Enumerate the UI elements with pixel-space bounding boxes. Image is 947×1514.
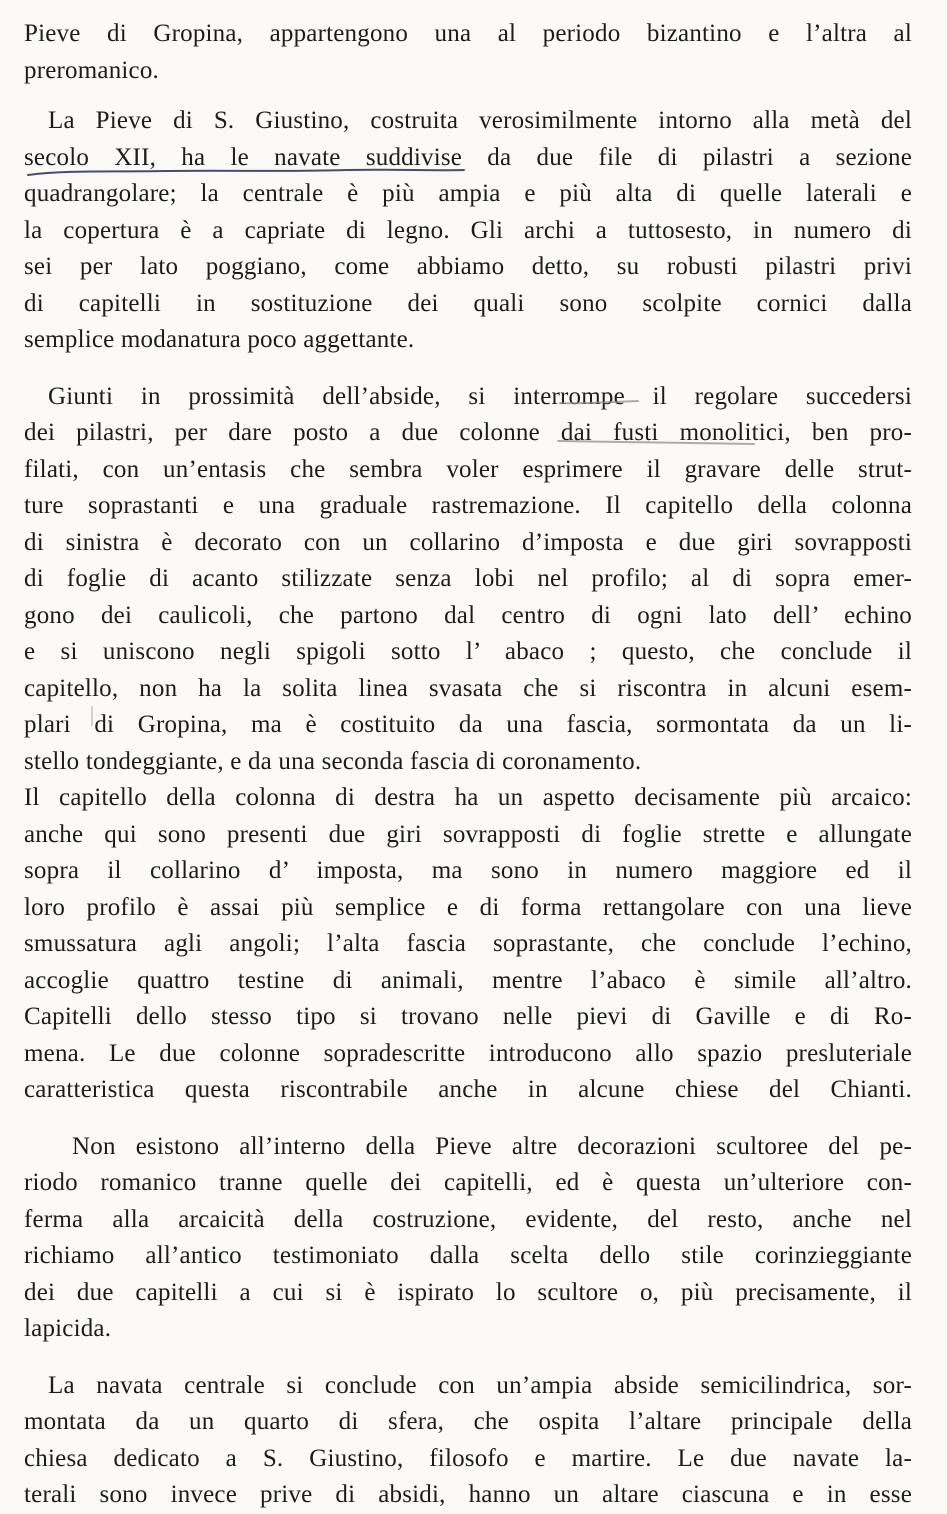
text-line: quadrangolare; la centrale è più ampia e più alta di quelle laterali e (24, 180, 912, 207)
text-line: sopra il collarino d’ imposta, ma sono in numero maggiore ed il (24, 857, 912, 884)
text-line: ture soprastanti e una graduale rastremazione. Il capitello della colonna (24, 492, 912, 519)
text-line: Pieve di Gropina, appartengono una al periodo bizantino e l’altra al (24, 20, 912, 47)
text-line: riodo romanico tranne quelle dei capitelli, ed è questa un’ulteriore con- (24, 1169, 912, 1196)
text-line: terali sono invece prive di absidi, hanno un altare ciascuna e in esse (24, 1481, 912, 1508)
text-line: secolo XII, ha le navate suddivise da due file di pilastri a sezione (24, 143, 912, 171)
text-line: filati, con un’entasis che sembra voler esprimere il gravare delle strut- (24, 455, 912, 483)
text-line: Capitelli dello stesso tipo si trovano nelle pievi di Gaville e di Ro- (24, 1003, 912, 1030)
text-line: gono dei caulicoli, che partono dal centro di ogni lato dell’ echino (24, 601, 912, 629)
paragraph-2 (24, 103, 912, 359)
text-line: mena. Le due colonne sopradescritte introducono allo spazio presluteriale (24, 1039, 912, 1067)
text-line: lapicida. (24, 1315, 112, 1342)
text-line: Giunti in prossimità dell’abside, si interrompe il regolare succedersi (48, 382, 912, 410)
paragraph-5 (24, 1129, 912, 1348)
text-line: plari di Gropina, ma è costituito da una fascia, sormontata da un li- (24, 711, 912, 738)
text-line: e si uniscono negli spigoli sotto l’ abaco ; questo, che conclude il (24, 638, 912, 665)
text-line: smussatura agli angoli; l’alta fascia soprastante, che conclude l’echino, (24, 930, 912, 957)
text-line: semplice modanatura poco aggettante. (24, 326, 415, 353)
text-line: dei pilastri, per dare posto a due colonne dai fusti monolitici, ben pro- (24, 419, 912, 446)
text-line: di capitelli in sostituzione dei quali sono scolpite cornici dalla (24, 289, 912, 317)
text-line: sei per lato poggiano, come abbiamo detto, su robusti pilastri privi (24, 253, 912, 280)
text-line: loro profilo è assai più semplice e di forma rettangolare con una lieve (24, 893, 912, 921)
text-line: accoglie quattro testine di animali, mentre l’abaco è simile all’altro. (24, 966, 912, 994)
text-line: preromanico. (24, 56, 159, 84)
paragraph-6 (24, 1368, 912, 1514)
paragraph-4 (24, 780, 912, 1109)
text-line: di sinistra è decorato con un collarino d’imposta e due giri sovrapposti (24, 528, 912, 556)
text-line: anche qui sono presenti due giri sovrapposti di foglie strette e allungate (24, 820, 912, 848)
document-page (24, 16, 912, 1514)
paragraph-1 (24, 16, 912, 89)
text-line: ferma alla arcaicità della costruzione, evidente, del resto, anche nel (24, 1205, 912, 1233)
text-line: Non esistono all’interno della Pieve altre decorazioni scultoree del pe- (72, 1132, 912, 1160)
text-line: la copertura è a capriate di legno. Gli archi a tuttosesto, in numero di (24, 216, 912, 244)
paragraph-3 (24, 379, 912, 781)
text-line: La navata centrale si conclude con un’ampia abside semicilindrica, sor- (48, 1371, 912, 1399)
text-line: dei due capitelli a cui si è ispirato lo scultore o, più precisamente, il (24, 1278, 912, 1306)
text-line: montata da un quarto di sfera, che ospita l’altare principale della (24, 1408, 912, 1435)
text-line: chiesa dedicato a S. Giustino, filosofo e martire. Le due navate la- (24, 1444, 912, 1472)
text-line: caratteristica questa riscontrabile anche in alcune chiese del Chianti. (24, 1076, 912, 1103)
text-line: Il capitello della colonna di destra ha un aspetto decisamente più arcaico: (24, 784, 912, 811)
text-line: stello tondeggiante, e da una seconda fascia di coronamento. (24, 747, 642, 775)
text-line: La Pieve di S. Giustino, costruita verosimilmente intorno alla metà del (48, 107, 912, 134)
text-line: richiamo all’antico testimoniato dalla scelta dello stile corinzieggiante (24, 1242, 912, 1269)
text-line: di foglie di acanto stilizzate senza lobi nel profilo; al di sopra emer- (24, 565, 912, 592)
text-line: capitello, non ha la solita linea svasata che si riscontra in alcuni esem- (24, 674, 912, 702)
